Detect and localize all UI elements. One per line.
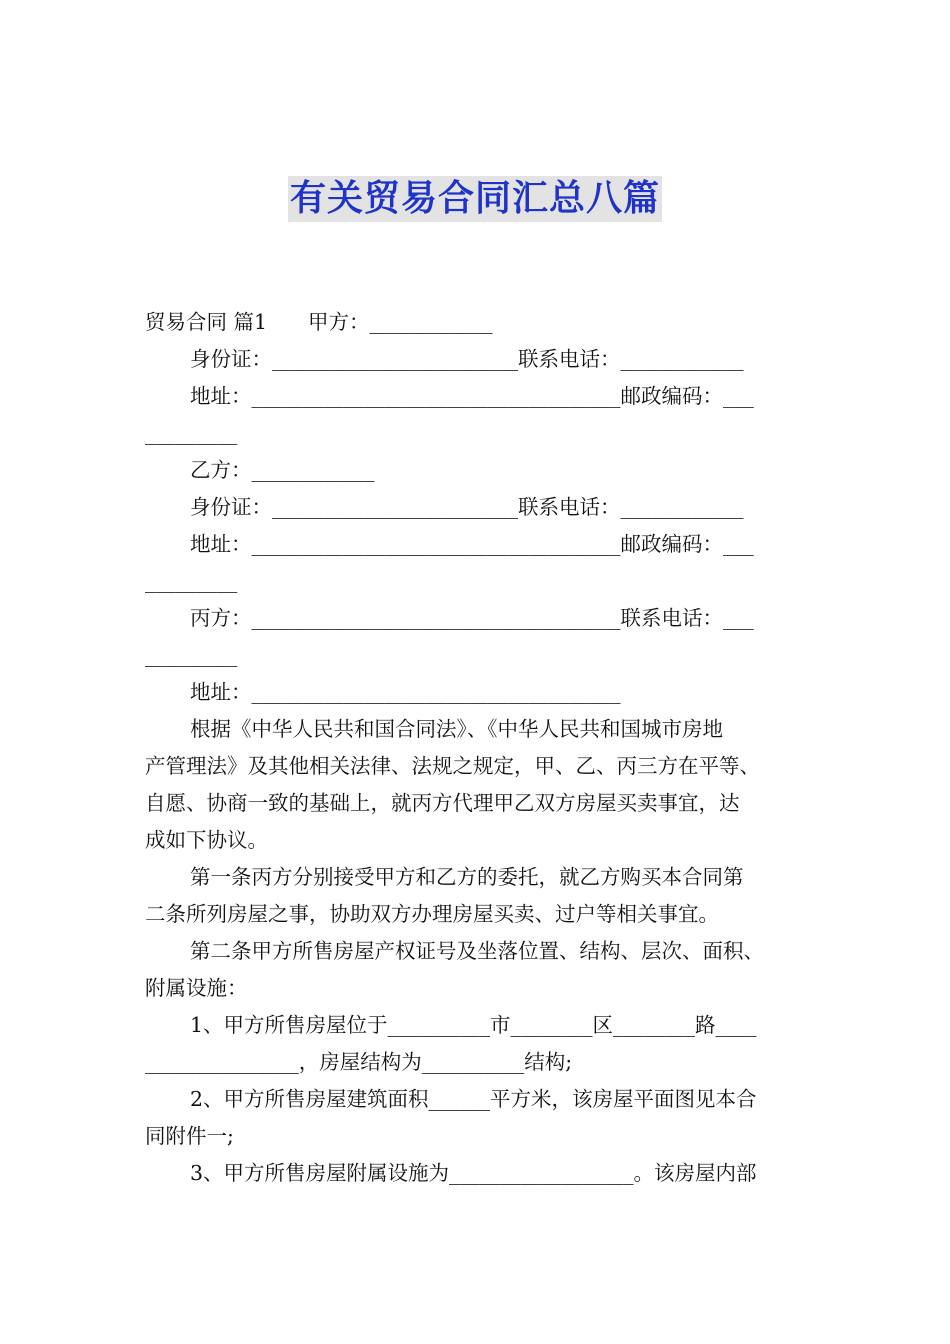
body-line: 成如下协议。 [145,828,268,852]
document-body [145,304,830,1192]
body-line: _________ [145,569,238,593]
body-line: 1、甲方所售房屋位于__________市________区________路____ [190,1013,757,1037]
body-line: 根据《中华人民共和国合同法》、《中华人民共和国城市房地 [190,717,723,741]
body-line: 地址：____________________________________邮政编码：___ [190,532,754,556]
body-line: 产管理法》及其他相关法律、法规之规定，甲、乙、丙三方在平等、 [145,754,760,778]
body-line: 地址：____________________________________ [190,680,621,704]
body-line: 2、甲方所售房屋建筑面积______平方米，该房屋平面图见本合 [190,1087,757,1111]
body-line: 丙方：____________________________________联系电话：___ [190,606,754,630]
body-line: 自愿、协商一致的基础上，就丙方代理甲乙双方房屋买卖事宜，达 [145,791,740,815]
body-line: _________ [145,421,238,445]
body-line: 第二条甲方所售房屋产权证号及坐落位置、结构、层次、面积、 [190,939,764,963]
body-line: 乙方：____________ [190,458,375,482]
body-line: 3、甲方所售房屋附属设施为__________________。该房屋内部 [190,1161,757,1185]
body-line: _______________，房屋结构为__________结构; [145,1050,573,1074]
title-container [0,176,950,222]
body-line: 二条所列房屋之事，协助双方办理房屋买卖、过户等相关事宜。 [145,902,719,926]
body-line: 地址：____________________________________邮政编码：___ [190,384,754,408]
body-line: 第一条丙方分别接受甲方和乙方的委托，就乙方购买本合同第 [190,865,744,889]
body-line: 身份证：________________________联系电话：____________ [190,495,744,519]
body-line: 身份证：________________________联系电话：____________ [190,347,744,371]
body-line: 附属设施： [145,976,248,1000]
body-line: 贸易合同 篇1 甲方：____________ [145,310,493,334]
document-title: 有关贸易合同汇总八篇 [288,176,662,222]
body-line: _________ [145,643,238,667]
body-line: 同附件一; [145,1124,234,1148]
